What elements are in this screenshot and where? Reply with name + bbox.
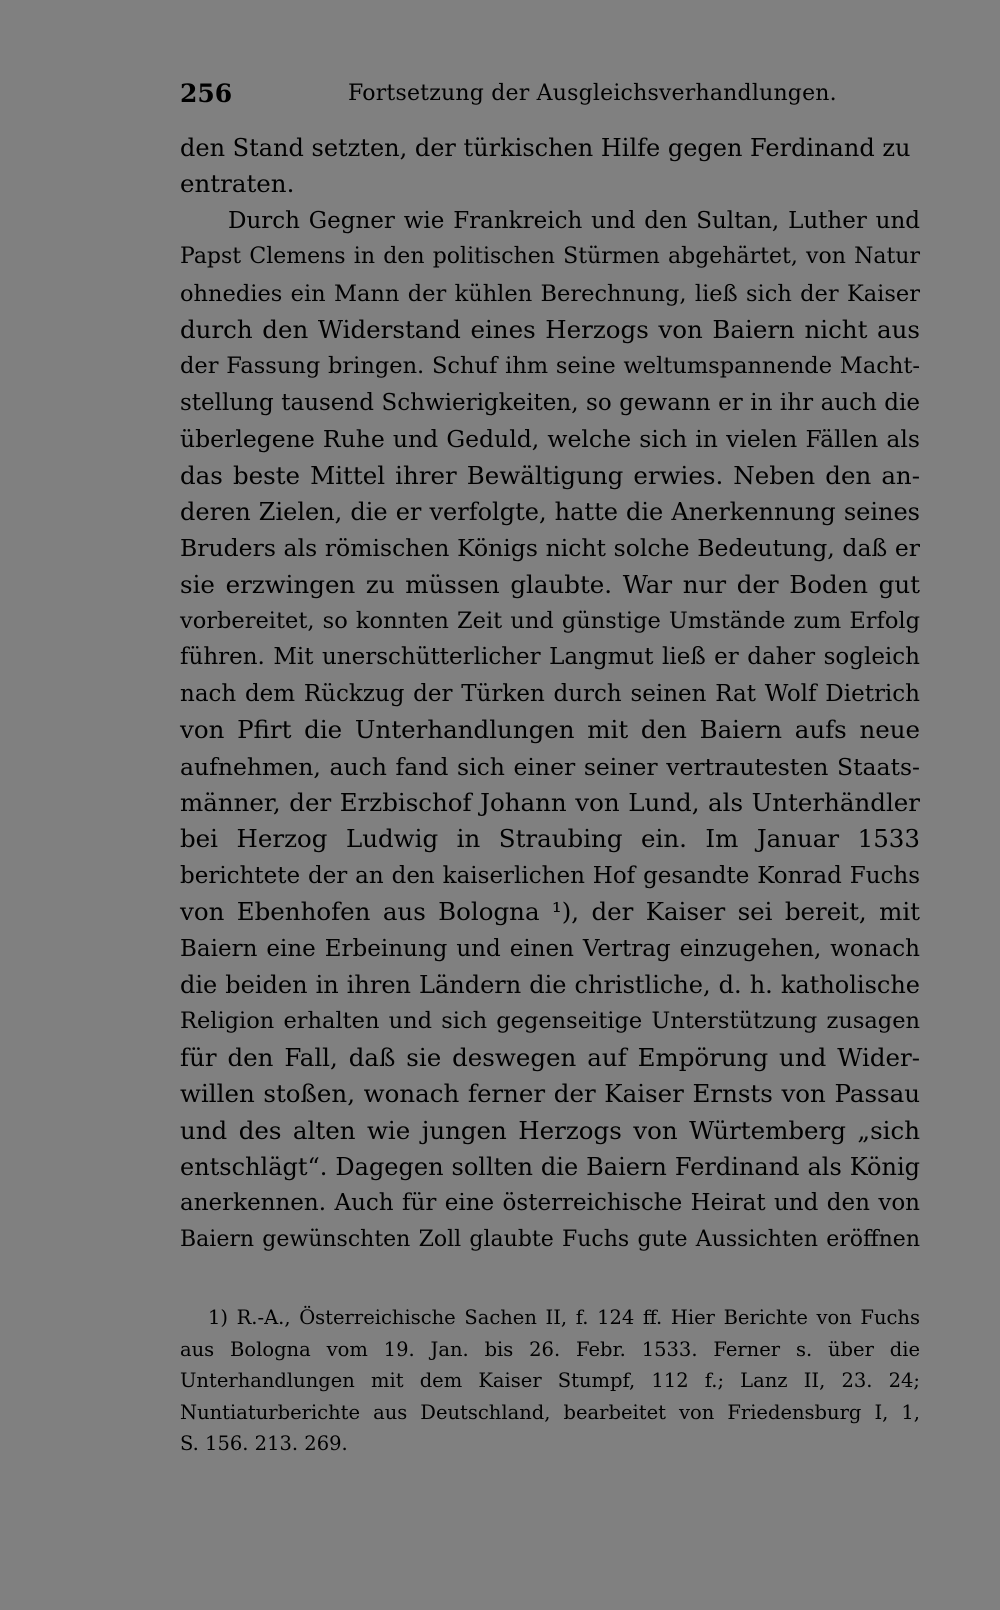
text-line: nach dem Rückzug der Türken durch seinen Rat Wolf Dietrich: [180, 680, 920, 707]
text-line: berichtete der an den kaiserlichen Hof gesandte Konrad Fuchs: [180, 862, 920, 889]
text-line: überlegene Ruhe und Geduld, welche sich in vielen Fällen als: [180, 425, 920, 454]
text-line: entschlägt“. Dagegen sollten die Baiern Ferdinand als König: [180, 1152, 920, 1181]
text-line: Papst Clemens in den politischen Stürmen abgehärtet, von Natur: [180, 244, 920, 270]
text-line: ohnedies ein Mann der kühlen Berechnung, ließ sich der Kaiser: [180, 280, 920, 307]
text-line: durch den Widerstand eines Herzogs von Baiern nicht aus: [180, 314, 920, 344]
text-line: männer, der Erzbischof Johann von Lund, als Unterhändler: [180, 788, 920, 818]
text-line: das beste Mittel ihrer Bewältigung erwies. Neben den an-: [180, 460, 920, 490]
text-line: für den Fall, daß sie deswegen auf Empörung und Wider-: [180, 1042, 920, 1072]
text-line: vorbereitet, so konnten Zeit und günstige Umstände zum Erfolg: [180, 608, 920, 635]
body-text: [180, 130, 920, 1258]
footnote-line: Unterhandlungen mit dem Kaiser Stumpf, 112 f.; Lanz II, 23. 24;: [180, 1369, 920, 1392]
text-line: führen. Mit unerschütterlicher Langmut ließ er daher sogleich: [180, 644, 920, 671]
text-line: deren Zielen, die er verfolgte, hatte die Anerkennung seines: [180, 497, 920, 526]
text-line: von Pfirt die Unterhandlungen mit den Baiern aufs neue: [180, 715, 920, 745]
text-line: und des alten wie jungen Herzogs von Würtemberg „sich: [180, 1115, 920, 1145]
footnote-line: S. 156. 213. 269.: [180, 1432, 348, 1455]
footnote-line: aus Bologna vom 19. Jan. bis 26. Febr. 1533. Ferner s. über die: [180, 1337, 920, 1361]
text-line: die beiden in ihren Ländern die christliche, d. h. katholische: [180, 970, 920, 999]
text-line: der Fassung bringen. Schuf ihm seine weltumspannende Macht-: [180, 353, 920, 380]
text-line: von Ebenhofen aus Bologna ¹), der Kaiser sei bereit, mit: [180, 897, 920, 927]
text-line: anerkennen. Auch für eine österreichische Heirat und den von: [180, 1190, 920, 1217]
text-line: Religion erhalten und sich gegenseitige Unterstützung zusagen: [180, 1008, 920, 1035]
text-line: den Stand setzten, der türkischen Hilfe gegen Ferdinand zu: [180, 134, 911, 162]
page-header: [180, 74, 920, 114]
text-line: entraten.: [180, 169, 295, 199]
footnote-line: 1) R.-A., Österreichische Sachen II, f. 124 ff. Hier Berichte von Fuchs: [208, 1306, 920, 1329]
footnotes: [180, 1302, 920, 1460]
text-line: Baiern eine Erbeinung und einen Vertrag einzugehen, wonach: [180, 935, 920, 962]
text-line: sie erzwingen zu müssen glaubte. War nur der Boden gut: [180, 569, 920, 599]
text-line: stellung tausend Schwierigkeiten, so gewann er in ihr auch die: [180, 389, 920, 416]
text-line: Durch Gegner wie Frankreich und den Sultan, Luther und: [228, 207, 920, 234]
text-line: bei Herzog Ludwig in Straubing ein. Im Januar 1533: [180, 824, 920, 854]
text-line: willen stoßen, wonach ferner der Kaiser Ernsts von Passau: [180, 1079, 920, 1109]
footnote-line: Nuntiaturberichte aus Deutschland, bearbeitet von Friedensburg I, 1,: [180, 1400, 920, 1424]
running-title: Fortsetzung der Ausgleichsverhandlungen.: [348, 81, 837, 106]
text-line: Baiern gewünschten Zoll glaubte Fuchs gute Aussichten eröffnen: [180, 1226, 920, 1252]
page-number: 256: [180, 79, 233, 108]
text-line: Bruders als römischen Königs nicht solche Bedeutung, daß er: [180, 534, 920, 563]
text-line: aufnehmen, auch fand sich einer seiner vertrautesten Staats-: [180, 752, 920, 781]
